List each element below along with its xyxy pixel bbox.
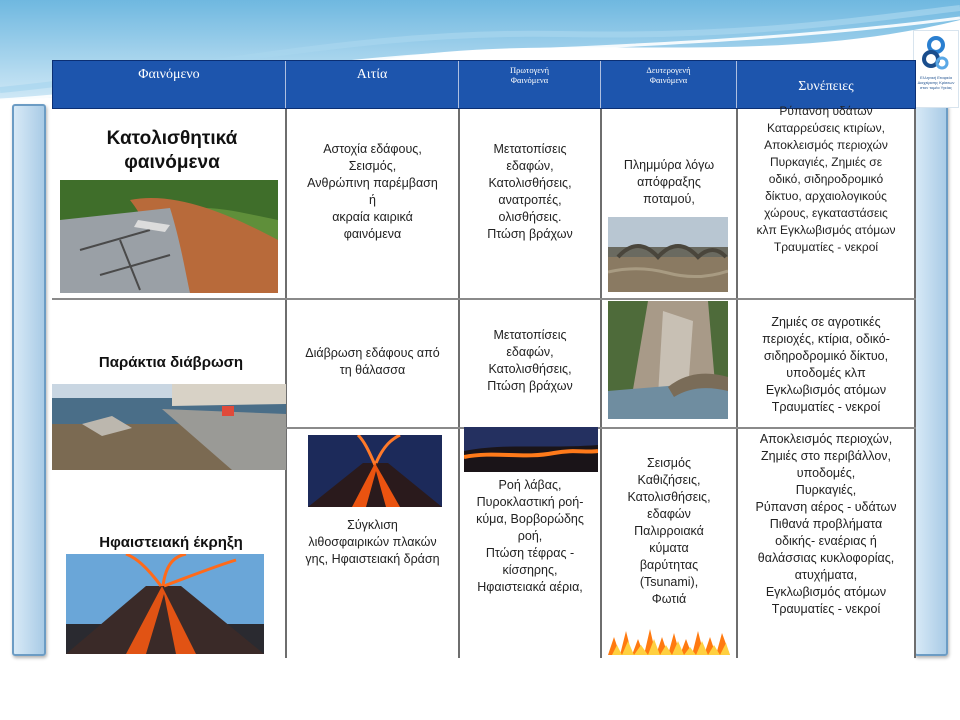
grid-line (458, 109, 460, 658)
row1-consequences: Ρύπανση υδάτων Καταρρεύσεις κτιρίων, Αποκλεισμός περιοχών Πυρκαγιές, Ζημιές σε οδικό, σιδηροδρομικό δίκτυο, αρχαιολογικούς χώρους, εγκαταστάσεις κλπ Εγκλωβισμός ατόμων Τραυματίες - νεκροί (756, 104, 896, 254)
grid-line (914, 109, 916, 658)
header-causes: Αιτία (286, 61, 459, 108)
volcano-eruption-photo-small (308, 435, 442, 507)
organization-logo (913, 30, 959, 108)
row2-consequences: Ζημιές σε αγροτικές περιοχές, κτίρια, οδικό- σιδηροδρομικό δίκτυο, υποδομές κλπ Εγκλωβισμός ατόμων Τραυματίες - νεκροί (762, 315, 890, 414)
row1-secondary: Πλημμύρα λόγω απόφραξης ποταμού, (623, 158, 715, 206)
landslide-photo (60, 180, 278, 293)
table-body (52, 104, 916, 658)
header-secondary: Δευτερογενή Φαινόμενα (601, 61, 737, 108)
rockfall-bridge-photo (608, 301, 728, 419)
logo-emblem-icon (914, 31, 958, 75)
row1-primary: Μετατοπίσεις εδαφών, Κατολισθήσεις, ανατροπές, ολισθήσεις. Πτώση βράχων (487, 142, 573, 241)
header-consequences: Συνέπειες (798, 79, 854, 94)
header-phenomenon: Φαινόμενο (53, 61, 286, 108)
row1-causes: Αστοχία εδάφους, Σεισμός, Ανθρώπινη παρέμβαση ή ακραία καιρικά φαινόμενα (307, 142, 438, 241)
logo-text: Ελληνική Εταιρεία Διαχείρισης Κρίσεων στον τομέα Υγείας (917, 75, 955, 90)
row2-causes: Διάβρωση εδάφους από τη θάλασσα (305, 346, 440, 377)
grid-line (52, 298, 916, 300)
volcano-eruption-photo-large (66, 554, 264, 654)
row2-primary: Μετατοπίσεις εδαφών, Κατολισθήσεις, Πτώση βράχων (487, 328, 573, 393)
coastal-erosion-photo (52, 384, 286, 470)
grid-line (600, 109, 602, 658)
grid-line (285, 427, 916, 429)
row-title-landslides: Κατολισθητικά φαινόμενα (106, 128, 238, 173)
row3-causes: Σύγκλιση λιθοσφαιρικών πλακών γης, Ηφαιστειακή δράση (305, 518, 440, 566)
row3-consequences: Αποκλεισμός περιοχών, Ζημιές στο περιβάλλον, υποδομές, Πυρκαγιές, Ρύπανση αέρος - υδάτων Πιθανά προβλήματα οδικής- εναέριας ή θαλάσσιας κυκλοφορίας, ατυχήματα, Εγκλωβισμός ατόμων Τραυματίες - νεκροί (755, 432, 897, 616)
grid-line (736, 109, 738, 658)
header-primary: Πρωτογενή Φαινόμενα (459, 61, 601, 108)
row3-primary: Ροή λάβας, Πυροκλαστική ροή- κύμα, Βορβορώδης ροή, Πτώση τέφρας - κίσσηρης, Ηφαιστειακά αέρια, (476, 478, 584, 594)
row-title-volcanic-eruption: Ηφαιστειακή έκρηξη (99, 534, 243, 551)
right-side-bar (914, 104, 948, 656)
left-side-bar (12, 104, 46, 656)
flood-bridge-photo (608, 217, 728, 292)
table-header (52, 60, 916, 109)
row3-secondary: Σεισμός Καθιζήσεις, Κατολισθήσεις, εδαφών Παλιρροιακά κύματα βαρύτητας (Tsunami), Φωτιά (627, 456, 711, 606)
fire-flames-decoration (608, 625, 730, 655)
lava-flow-photo (464, 427, 598, 472)
row-title-coastal-erosion: Παράκτια διάβρωση (98, 354, 244, 371)
